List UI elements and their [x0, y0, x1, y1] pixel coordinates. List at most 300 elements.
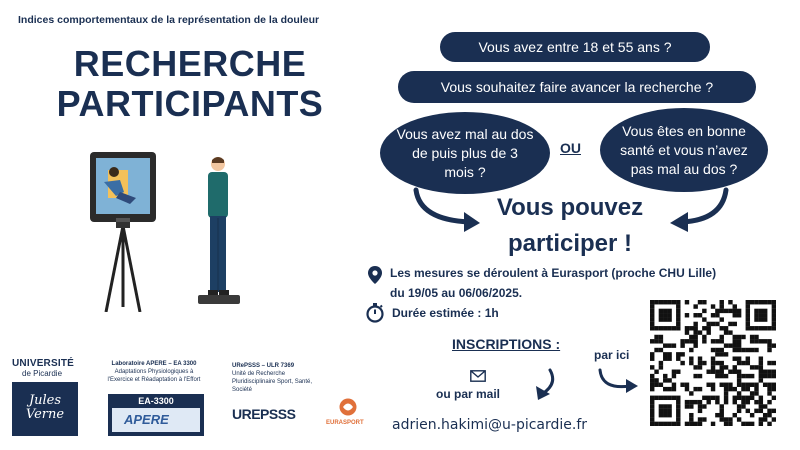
inscriptions-title: INSCRIPTIONS :: [452, 336, 561, 352]
qr-module: [659, 326, 663, 330]
contact-email-link[interactable]: adrien.hakimi@u-picardie.fr: [392, 417, 588, 433]
qr-module: [720, 317, 724, 321]
qr-module: [733, 304, 737, 308]
urepsss-subtitle-3: Société: [232, 387, 253, 393]
qr-module: [676, 352, 680, 356]
qr-module: [750, 348, 754, 352]
qr-module: [672, 387, 676, 391]
qr-module: [693, 422, 697, 426]
qr-module: [650, 422, 654, 426]
qr-module: [663, 313, 667, 317]
qr-module: [728, 300, 732, 304]
cta-line-1: Vous pouvez: [496, 194, 644, 221]
qr-module: [737, 370, 741, 374]
qr-module: [763, 317, 767, 321]
qr-module: [706, 370, 710, 374]
university-signature: Jules Verne: [25, 393, 65, 422]
qr-module: [746, 304, 750, 308]
arrow-to-qr-icon: [596, 366, 644, 396]
eurasport-mark: EURASPORT: [326, 420, 364, 426]
qr-module: [746, 374, 750, 378]
qr-module: [759, 370, 763, 374]
qr-module: [650, 387, 654, 391]
qr-module: [650, 374, 654, 378]
qr-module: [763, 383, 767, 387]
qr-module: [767, 391, 771, 395]
qr-module: [706, 322, 710, 326]
qr-module: [746, 409, 750, 413]
qr-module: [706, 396, 710, 400]
qr-module: [720, 339, 724, 343]
qr-module: [728, 422, 732, 426]
qr-module: [720, 370, 724, 374]
qr-module: [663, 300, 667, 304]
qr-module: [663, 387, 667, 391]
qr-module: [698, 365, 702, 369]
qr-module: [693, 400, 697, 404]
mail-icon: [470, 370, 486, 382]
duration-text: Durée estimée : 1h: [392, 306, 499, 320]
qr-module: [650, 413, 654, 417]
qr-module: [746, 422, 750, 426]
qr-module: [750, 300, 754, 304]
qr-module: [759, 365, 763, 369]
qr-module: [746, 356, 750, 360]
qr-module: [720, 300, 724, 304]
qr-module: [663, 374, 667, 378]
qr-module: [772, 317, 776, 321]
qr-module: [741, 383, 745, 387]
qr-module: [715, 361, 719, 365]
qr-module: [689, 417, 693, 421]
qr-module: [711, 339, 715, 343]
qr-module: [715, 313, 719, 317]
qr-module: [667, 343, 671, 347]
qr-module: [676, 396, 680, 400]
urepsss-logo: [232, 362, 332, 438]
university-name-line-2: de Picardie: [22, 369, 63, 378]
qr-module: [672, 383, 676, 387]
qr-module: [663, 413, 667, 417]
qr-module: [759, 309, 763, 313]
qr-module: [711, 383, 715, 387]
qr-module: [737, 343, 741, 347]
qr-module: [737, 409, 741, 413]
qr-module: [759, 361, 763, 365]
qr-module: [676, 404, 680, 408]
qr-module: [676, 326, 680, 330]
qr-module: [685, 339, 689, 343]
qr-module: [650, 326, 654, 330]
qr-module: [746, 348, 750, 352]
qr-module: [676, 422, 680, 426]
qr-module: [746, 309, 750, 313]
qr-module: [772, 417, 776, 421]
qr-module: [750, 335, 754, 339]
qr-module: [659, 404, 663, 408]
university-logo: [12, 358, 78, 438]
apere-subtitle-1: Adaptations Physiologiques à: [114, 369, 194, 375]
qr-module: [741, 335, 745, 339]
qr-module: [715, 400, 719, 404]
or-label: OU: [560, 140, 581, 156]
par-mail-label: ou par mail: [436, 387, 501, 401]
qr-module: [711, 370, 715, 374]
qr-module: [689, 326, 693, 330]
qr-module: [772, 409, 776, 413]
qr-module: [659, 335, 663, 339]
qr-module: [759, 300, 763, 304]
qr-module: [737, 378, 741, 382]
qr-module: [737, 374, 741, 378]
title-line-1: RECHERCHE: [73, 43, 307, 84]
qr-module: [772, 396, 776, 400]
qr-module: [720, 304, 724, 308]
qr-module: [767, 374, 771, 378]
qr-module: [750, 374, 754, 378]
qr-module: [728, 322, 732, 326]
qr-module: [737, 391, 741, 395]
qr-module: [715, 374, 719, 378]
qr-module: [667, 352, 671, 356]
qr-module: [728, 383, 732, 387]
arrow-right-icon: [664, 186, 734, 236]
qr-module: [659, 348, 663, 352]
qr-module: [715, 348, 719, 352]
qr-module: [741, 387, 745, 391]
qr-module: [733, 313, 737, 317]
qr-module: [715, 322, 719, 326]
qr-module: [654, 396, 658, 400]
cta-line-2: participer !: [507, 230, 633, 257]
qr-module: [689, 413, 693, 417]
qr-module: [676, 409, 680, 413]
qr-module: [754, 317, 758, 321]
urepsss-mark: UREPSSS: [232, 406, 296, 422]
university-name-line-1: UNIVERSITÉ: [12, 358, 75, 369]
qr-module: [650, 300, 654, 304]
qr-module: [698, 409, 702, 413]
qr-module: [759, 417, 763, 421]
qr-module: [720, 348, 724, 352]
qr-module: [654, 383, 658, 387]
qr-module: [720, 361, 724, 365]
qr-module: [654, 335, 658, 339]
qr-module: [733, 387, 737, 391]
qr-module: [724, 417, 728, 421]
ea-code: EA-3300: [138, 396, 174, 406]
qr-module: [650, 313, 654, 317]
qr-module: [685, 422, 689, 426]
qr-module: [737, 309, 741, 313]
qr-module: [763, 309, 767, 313]
qr-module: [754, 309, 758, 313]
qr-module: [663, 343, 667, 347]
qr-module: [754, 313, 758, 317]
qr-module: [763, 404, 767, 408]
qr-module: [763, 326, 767, 330]
qr-code[interactable]: [650, 300, 776, 426]
apere-title: Laboratoire APERE – EA 3300: [111, 361, 197, 367]
qr-module: [741, 400, 745, 404]
qr-module: [689, 404, 693, 408]
urepsss-subtitle-1: Unité de Recherche: [232, 371, 286, 377]
qr-module: [763, 417, 767, 421]
qr-module: [676, 313, 680, 317]
qr-module: [711, 322, 715, 326]
qr-module: [693, 330, 697, 334]
qr-module: [772, 304, 776, 308]
qr-module: [724, 400, 728, 404]
question-healthy: Vous êtes en bonne santé et vous n’avez pas mal au dos ?: [600, 108, 768, 192]
qr-module: [746, 326, 750, 330]
qr-module: [724, 387, 728, 391]
qr-module: [667, 309, 671, 313]
qr-module: [720, 417, 724, 421]
qr-module: [650, 356, 654, 360]
qr-module: [746, 383, 750, 387]
qr-module: [654, 300, 658, 304]
dates-text: du 19/05 au 06/06/2025.: [390, 286, 523, 300]
qr-module: [724, 396, 728, 400]
qr-module: [672, 374, 676, 378]
qr-module: [667, 313, 671, 317]
qr-module: [733, 396, 737, 400]
qr-module: [685, 383, 689, 387]
qr-module: [667, 404, 671, 408]
urepsss-subtitle-2: Pluridisciplinaire Sport, Santé,: [232, 379, 313, 385]
qr-module: [711, 356, 715, 360]
qr-module: [720, 413, 724, 417]
qr-module: [685, 387, 689, 391]
qr-module: [689, 348, 693, 352]
qr-module: [698, 374, 702, 378]
qr-module: [667, 326, 671, 330]
qr-module: [750, 326, 754, 330]
question-age: Vous avez entre 18 et 55 ans ?: [440, 32, 710, 62]
qr-module: [685, 313, 689, 317]
qr-module: [767, 326, 771, 330]
qr-module: [767, 339, 771, 343]
qr-module: [720, 335, 724, 339]
qr-module: [754, 348, 758, 352]
qr-module: [772, 374, 776, 378]
stopwatch-icon: [366, 303, 384, 323]
qr-module: [654, 422, 658, 426]
qr-module: [702, 326, 706, 330]
qr-module: [728, 309, 732, 313]
qr-module: [772, 370, 776, 374]
qr-module: [702, 404, 706, 408]
qr-module: [680, 343, 684, 347]
qr-module: [759, 317, 763, 321]
poster-title: [40, 44, 340, 124]
qr-module: [728, 370, 732, 374]
qr-module: [676, 417, 680, 421]
qr-module: [737, 383, 741, 387]
qr-module: [737, 348, 741, 352]
monitor-illustration: [90, 152, 156, 312]
qr-module: [667, 387, 671, 391]
qr-module: [672, 343, 676, 347]
qr-module: [724, 365, 728, 369]
qr-module: [698, 417, 702, 421]
qr-module: [663, 409, 667, 413]
qr-module: [698, 356, 702, 360]
qr-module: [689, 335, 693, 339]
qr-module: [754, 383, 758, 387]
qr-module: [728, 330, 732, 334]
qr-module: [685, 300, 689, 304]
qr-module: [663, 396, 667, 400]
qr-module: [693, 374, 697, 378]
qr-module: [667, 378, 671, 382]
qr-module: [733, 400, 737, 404]
qr-module: [737, 361, 741, 365]
qr-module: [772, 387, 776, 391]
qr-module: [746, 313, 750, 317]
qr-module: [698, 300, 702, 304]
qr-module: [741, 361, 745, 365]
qr-module: [759, 356, 763, 360]
qr-module: [737, 417, 741, 421]
qr-module: [650, 378, 654, 382]
qr-module: [698, 422, 702, 426]
qr-module: [706, 326, 710, 330]
qr-module: [767, 409, 771, 413]
qr-module: [698, 313, 702, 317]
qr-module: [746, 400, 750, 404]
eurasport-emblem-icon: [338, 398, 358, 416]
qr-module: [693, 335, 697, 339]
qr-module: [659, 300, 663, 304]
apere-subtitle-2: l'Exercice et Réadaptation à l'Effort: [107, 377, 201, 383]
qr-module: [746, 361, 750, 365]
qr-module: [693, 339, 697, 343]
qr-module: [680, 352, 684, 356]
qr-module: [720, 326, 724, 330]
qr-module: [706, 383, 710, 387]
qr-module: [763, 339, 767, 343]
qr-module: [680, 339, 684, 343]
qr-module: [767, 422, 771, 426]
qr-module: [759, 400, 763, 404]
qr-module: [754, 300, 758, 304]
qr-module: [706, 330, 710, 334]
qr-module: [693, 326, 697, 330]
qr-module: [772, 343, 776, 347]
qr-module: [750, 396, 754, 400]
qr-module: [711, 396, 715, 400]
qr-module: [702, 396, 706, 400]
qr-module: [711, 422, 715, 426]
qr-module: [759, 422, 763, 426]
qr-module: [737, 339, 741, 343]
qr-module: [746, 300, 750, 304]
qr-module: [711, 304, 715, 308]
qr-module: [715, 352, 719, 356]
qr-module: [667, 422, 671, 426]
qr-module: [698, 361, 702, 365]
qr-module: [733, 322, 737, 326]
qr-module: [724, 391, 728, 395]
qr-module: [702, 339, 706, 343]
qr-module: [733, 309, 737, 313]
qr-module: [693, 365, 697, 369]
qr-module: [772, 300, 776, 304]
qr-module: [741, 396, 745, 400]
qr-module: [767, 400, 771, 404]
qr-module: [767, 370, 771, 374]
qr-module: [737, 404, 741, 408]
qr-module: [715, 339, 719, 343]
qr-module: [772, 361, 776, 365]
qr-module: [702, 309, 706, 313]
qr-module: [750, 383, 754, 387]
par-ici-label: par ici: [594, 348, 630, 362]
qr-module: [650, 317, 654, 321]
qr-module: [754, 335, 758, 339]
qr-module: [685, 330, 689, 334]
qr-module: [763, 300, 767, 304]
qr-module: [754, 391, 758, 395]
qr-module: [759, 374, 763, 378]
qr-module: [711, 365, 715, 369]
qr-module: [659, 365, 663, 369]
qr-module: [676, 322, 680, 326]
standing-man-illustration: [198, 157, 240, 304]
qr-module: [663, 422, 667, 426]
qr-module: [650, 383, 654, 387]
qr-module: [759, 326, 763, 330]
qr-module: [733, 343, 737, 347]
qr-module: [680, 383, 684, 387]
location-pin-icon: [368, 266, 382, 284]
qr-module: [650, 400, 654, 404]
qr-module: [763, 370, 767, 374]
arrow-left-icon: [410, 186, 490, 236]
study-illustration: [86, 152, 266, 312]
qr-module: [650, 304, 654, 308]
urepsss-title: URePSSS – ULR 7369: [232, 363, 295, 369]
qr-module: [676, 317, 680, 321]
qr-module: [698, 404, 702, 408]
title-line-2: PARTICIPANTS: [56, 83, 324, 124]
qr-module: [754, 365, 758, 369]
qr-module: [659, 313, 663, 317]
qr-module: [741, 348, 745, 352]
qr-module: [667, 317, 671, 321]
qr-module: [728, 387, 732, 391]
qr-module: [733, 370, 737, 374]
qr-module: [689, 339, 693, 343]
qr-module: [685, 326, 689, 330]
qr-module: [737, 313, 741, 317]
qr-module: [672, 370, 676, 374]
qr-module: [693, 304, 697, 308]
qr-module: [754, 326, 758, 330]
qr-module: [733, 356, 737, 360]
qr-module: [763, 413, 767, 417]
qr-module: [659, 339, 663, 343]
qr-module: [720, 374, 724, 378]
qr-module: [654, 348, 658, 352]
qr-module: [693, 322, 697, 326]
qr-module: [767, 387, 771, 391]
qr-module: [741, 422, 745, 426]
qr-module: [746, 322, 750, 326]
apere-logo: [100, 360, 208, 438]
